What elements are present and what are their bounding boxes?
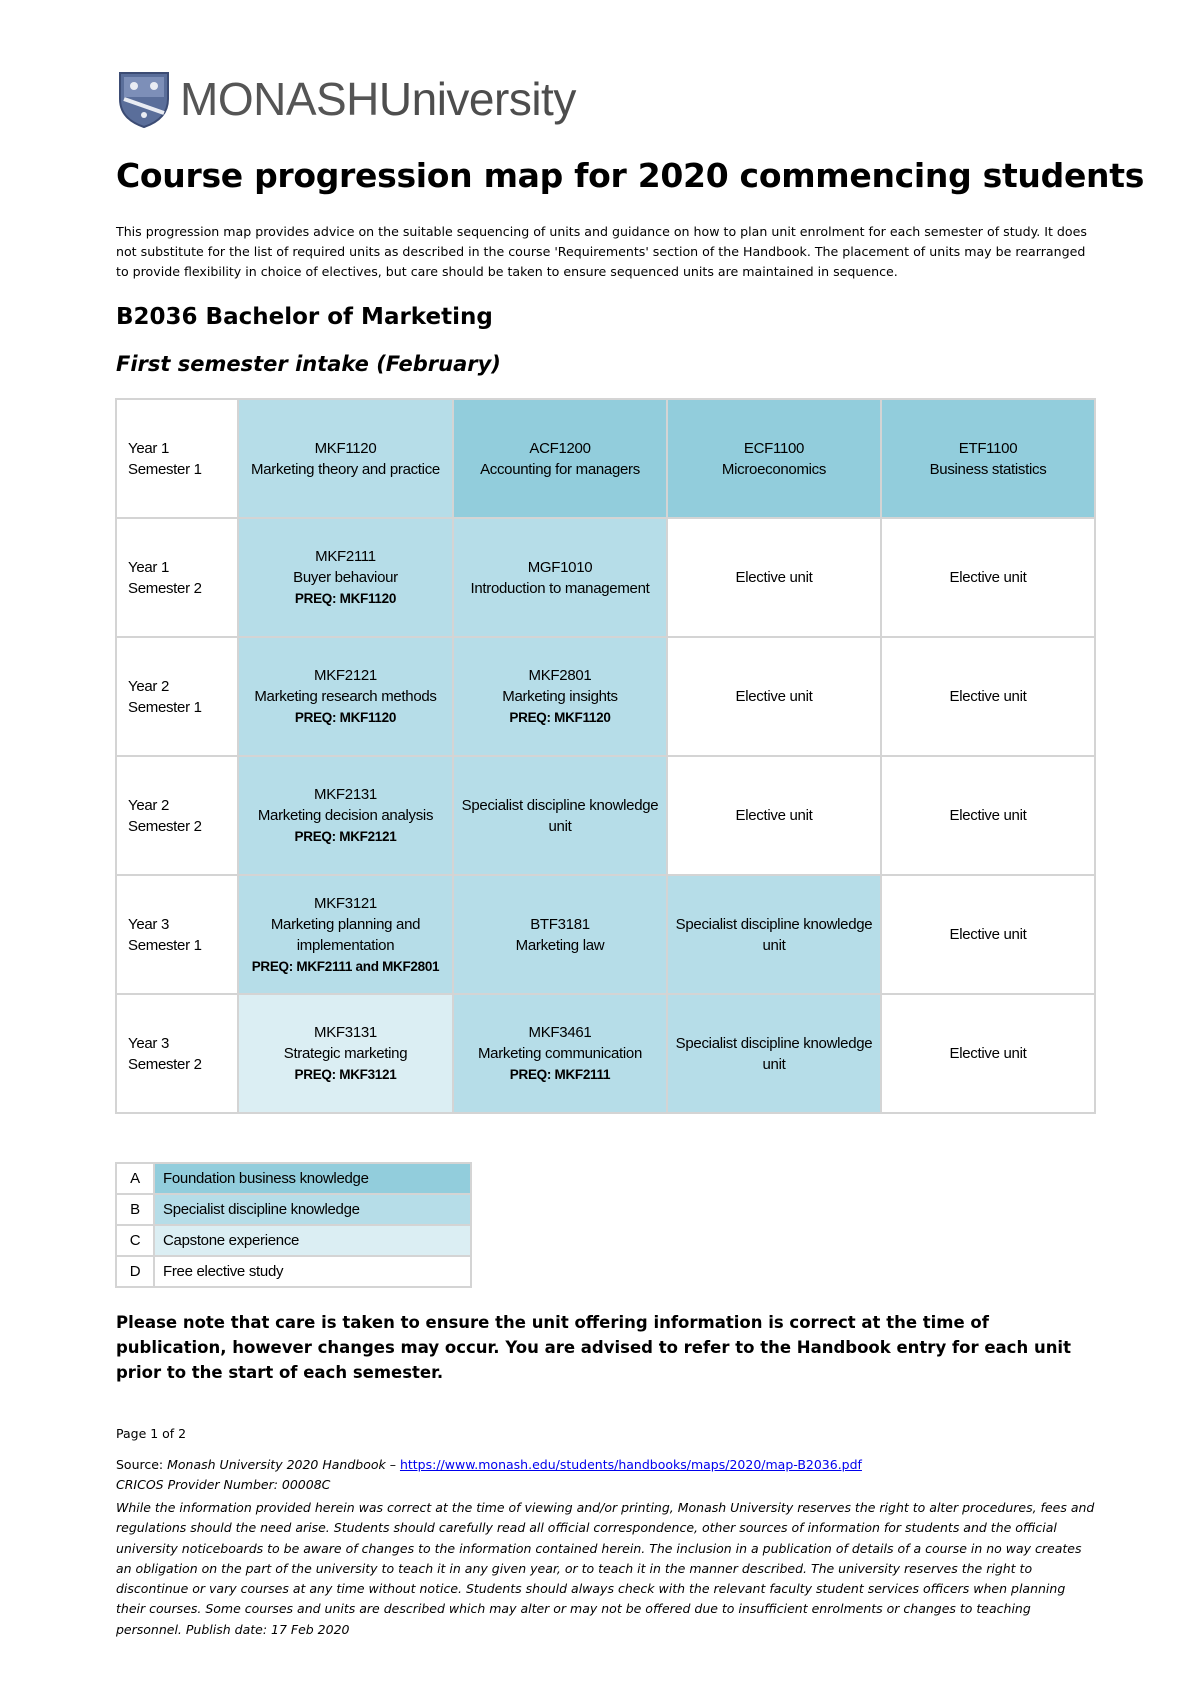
prerequisite: PREQ: MKF1120	[509, 710, 611, 725]
legend-label: Free elective study	[154, 1256, 471, 1287]
unit-code: MKF3131	[314, 1024, 377, 1041]
legend-table	[115, 1162, 472, 1288]
source-handbook: Monash University 2020 Handbook –	[167, 1457, 400, 1472]
year-semester-cell	[116, 637, 238, 756]
unit-name: Elective unit	[735, 688, 813, 705]
source-line	[116, 1457, 862, 1472]
unit-code: MKF3461	[528, 1024, 592, 1041]
year-label: Year 1	[128, 558, 170, 576]
year-semester-cell	[116, 518, 238, 637]
semester-label: Semester 1	[128, 698, 202, 716]
semester-label: Semester 1	[128, 460, 202, 478]
monash-logo	[116, 68, 576, 130]
year-label: Year 2	[128, 677, 170, 695]
legend-row	[116, 1163, 471, 1194]
unit-cell	[453, 875, 667, 994]
unit-code: MKF2131	[314, 786, 377, 803]
year-semester-cell	[116, 756, 238, 875]
year-label: Year 2	[128, 796, 170, 814]
prerequisite: PREQ: MKF3121	[294, 1067, 397, 1082]
course-title: B2036 Bachelor of Marketing	[116, 304, 493, 330]
unit-name: Marketing communication	[477, 1045, 642, 1062]
year-semester-cell	[116, 399, 238, 518]
unit-name: Marketing decision analysis	[257, 807, 434, 824]
unit-code: MGF1010	[527, 558, 593, 576]
unit-name: Accounting for managers	[480, 460, 640, 478]
unit-name: Marketing research methods	[254, 688, 437, 705]
prerequisite: PREQ: MKF2111 and MKF2801	[251, 958, 440, 974]
legend-label: Capstone experience	[154, 1225, 471, 1256]
semester-label: Semester 2	[128, 1055, 202, 1073]
handbook-link[interactable]: https://www.monash.edu/students/handbooks/maps/2020/map-B2036.pdf	[399, 1457, 862, 1472]
unit-name: Marketing planning and implementation	[270, 915, 421, 954]
unit-cell	[667, 994, 881, 1113]
unit-code: MKF1120	[314, 439, 377, 457]
source-prefix: Source:	[116, 1457, 168, 1472]
unit-cell	[667, 637, 881, 756]
unit-cell	[453, 994, 667, 1113]
intake-title: First semester intake (February)	[116, 352, 501, 376]
cricos-number: CRICOS Provider Number: 00008C	[116, 1477, 331, 1492]
page-title: Course progression map for 2020 commencing students	[116, 156, 1145, 195]
unit-cell	[881, 875, 1095, 994]
unit-code: ACF1200	[529, 439, 591, 457]
legend-label: Specialist discipline knowledge	[154, 1194, 471, 1225]
unit-cell	[881, 637, 1095, 756]
unit-cell	[453, 399, 667, 518]
disclaimer-text: While the information provided herein was correct at the time of viewing and/or printing, Monash University reserves the right to alter procedures, fees and regulations should the need arise. Students should carefully read all official correspondence, other sources of information for students and the official university noticeboards to be aware of changes to the information contained herein. The inclusion in a publication of details of a course in no way creates an obligation on the part of the university to teach it in any given year, or to teach it in the manner described. The university reserves the right to discontinue or vary courses at any time without notice. Students should always check with the relevant faculty student services officers when planning their courses. Some courses and units are described which may alter or may not be offered due to insufficient enrolments or changes to teaching personnel. Publish date: 17 Feb 2020	[116, 1500, 1095, 1637]
legend-row	[116, 1256, 471, 1287]
table-row	[116, 756, 1095, 875]
semester-label: Semester 1	[128, 936, 202, 954]
unit-name: Marketing theory and practice	[251, 460, 440, 478]
legend-key: D	[116, 1256, 154, 1287]
unit-name: Microeconomics	[721, 460, 827, 478]
unit-name: Business statistics	[929, 460, 1047, 478]
prerequisite: PREQ: MKF2111	[509, 1067, 611, 1082]
monash-crest-icon	[116, 69, 172, 129]
unit-name: Elective unit	[949, 569, 1027, 586]
unit-cell	[238, 994, 453, 1113]
unit-cell	[238, 637, 453, 756]
unit-name: Elective unit	[949, 688, 1027, 705]
publication-note: Please note that care is taken to ensure the unit offering information is correct at the time of publication, however changes may occur. You are advised to refer to the Handbook entry for each unit prior to the start of each semester.	[116, 1313, 1071, 1382]
semester-label: Semester 2	[128, 817, 202, 835]
page-number: Page 1 of 2	[116, 1426, 187, 1441]
unit-name: Buyer behaviour	[293, 569, 398, 586]
legend-key: A	[116, 1163, 154, 1194]
legend-key: C	[116, 1225, 154, 1256]
intro-text: This progression map provides advice on the suitable sequencing of units and guidance on how to plan unit enrolment for each semester of study. It does not substitute for the list of required units as described in the course 'Requirements' section of the Handbook. The placement of units may be rearranged to provide flexibility in choice of electives, but care should be taken to ensure sequenced units are maintained in sequence.	[116, 224, 1087, 279]
unit-cell	[238, 756, 453, 875]
logo-brand: MONASH	[180, 73, 379, 125]
unit-cell	[453, 756, 667, 875]
unit-code: MKF2121	[314, 667, 377, 684]
year-semester-cell	[116, 994, 238, 1113]
unit-cell	[667, 399, 881, 518]
table-row	[116, 875, 1095, 994]
unit-name: Elective unit	[949, 807, 1027, 824]
unit-name: Elective unit	[949, 926, 1027, 943]
logo-sub: University	[378, 73, 576, 125]
unit-cell	[453, 637, 667, 756]
unit-cell	[453, 518, 667, 637]
unit-name: Elective unit	[735, 807, 813, 824]
semester-label: Semester 2	[128, 579, 202, 597]
table-row	[116, 399, 1095, 518]
unit-code: MKF2801	[528, 667, 592, 684]
unit-cell	[881, 994, 1095, 1113]
unit-cell	[238, 518, 453, 637]
unit-cell	[881, 756, 1095, 875]
legend-key: B	[116, 1194, 154, 1225]
unit-name: Elective unit	[735, 569, 813, 586]
unit-code: ECF1100	[743, 439, 805, 457]
unit-cell	[238, 399, 453, 518]
unit-name: Specialist discipline knowledge unit	[675, 915, 873, 954]
unit-name: Introduction to management	[470, 579, 650, 597]
year-label: Year 3	[128, 915, 170, 933]
unit-code: BTF3181	[530, 915, 590, 933]
prerequisite: PREQ: MKF1120	[294, 591, 397, 606]
prerequisite: PREQ: MKF1120	[294, 710, 397, 725]
legend-row	[116, 1225, 471, 1256]
unit-cell	[881, 518, 1095, 637]
year-label: Year 1	[128, 439, 170, 457]
unit-cell	[238, 875, 453, 994]
table-row	[116, 518, 1095, 637]
unit-code: ETF1100	[958, 439, 1018, 457]
unit-code: MKF3121	[314, 894, 377, 912]
unit-cell	[667, 756, 881, 875]
unit-name: Specialist discipline knowledge unit	[461, 796, 659, 835]
progression-table	[115, 398, 1096, 1114]
unit-name: Marketing law	[515, 936, 605, 954]
unit-cell	[667, 518, 881, 637]
prerequisite: PREQ: MKF2121	[294, 829, 397, 844]
unit-name: Strategic marketing	[283, 1045, 408, 1062]
legend-label: Foundation business knowledge	[154, 1163, 471, 1194]
unit-name: Specialist discipline knowledge unit	[675, 1034, 873, 1073]
unit-name: Marketing insights	[502, 688, 618, 705]
unit-cell	[667, 875, 881, 994]
table-row	[116, 637, 1095, 756]
unit-code: MKF2111	[315, 548, 376, 565]
unit-cell	[881, 399, 1095, 518]
table-row	[116, 994, 1095, 1113]
legend-row	[116, 1194, 471, 1225]
year-semester-cell	[116, 875, 238, 994]
year-label: Year 3	[128, 1034, 170, 1052]
unit-name: Elective unit	[949, 1045, 1027, 1062]
